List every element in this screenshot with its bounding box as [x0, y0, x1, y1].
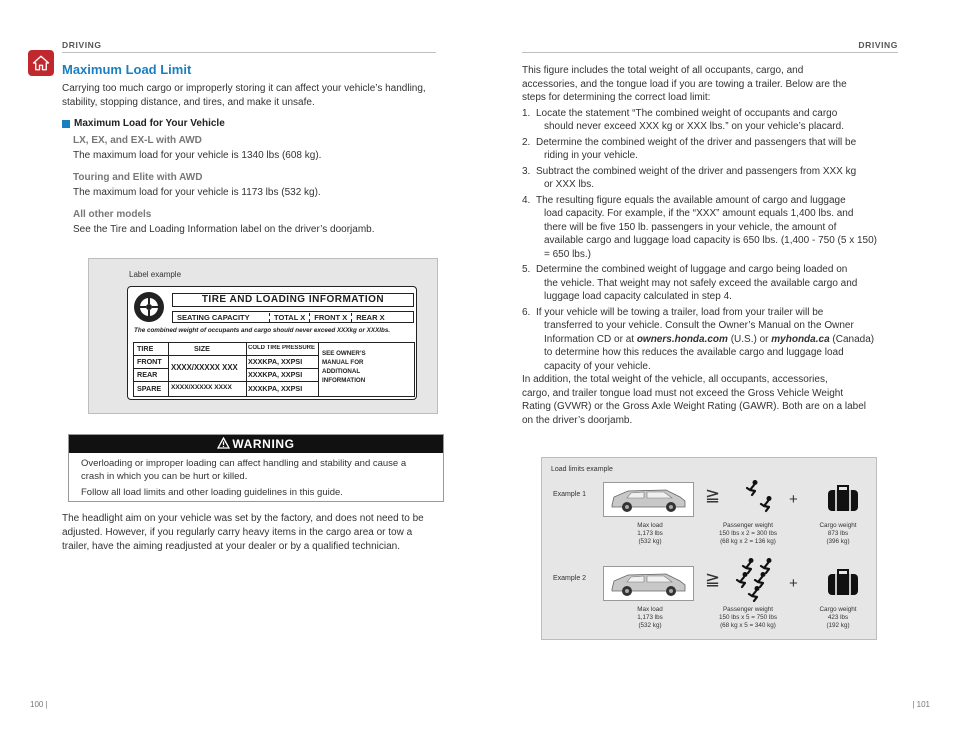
passenger-group	[732, 478, 782, 520]
example-label: Example 1	[553, 491, 587, 498]
figure-caption: Label example	[129, 270, 182, 279]
label-title: TIRE AND LOADING INFORMATION	[172, 293, 414, 307]
seated-person-icon	[747, 480, 758, 495]
subheading: Maximum Load for Your Vehicle	[62, 118, 225, 129]
suv-side-icon	[603, 482, 694, 517]
section-label: DRIVING	[858, 40, 898, 50]
page-title: Maximum Load Limit	[62, 62, 192, 77]
figure-caption: Load limits example	[551, 466, 613, 473]
load-limits-figure	[541, 457, 877, 640]
model-heading: LX, EX, and EX-L with AWD	[73, 135, 202, 146]
model-list	[73, 135, 443, 237]
model-text: The maximum load for your vehicle is 1340 lbs (608 kg).	[73, 150, 322, 161]
intro-paragraph: Carrying too much cargo or improperly storing it can affect your vehicle’s handling, stability, stopping distance, and tires, and make it unsafe.	[62, 83, 426, 108]
header-divider	[522, 52, 898, 53]
seated-person-icon	[761, 558, 772, 573]
step-item: 2. Determine the combined weight of the driver and passengers that will be riding in your vehicle.	[522, 136, 857, 161]
section-label: DRIVING	[62, 40, 102, 50]
suv-side-icon	[603, 566, 694, 601]
model-heading: All other models	[73, 209, 152, 220]
combined-weight-statement: The combined weight of occupants and cargo should never exceed XXXkg or XXXlbs.	[134, 327, 391, 334]
seated-person-icon	[755, 572, 766, 587]
warning-triangle-icon	[217, 437, 230, 449]
step-item: 4. The resulting figure equals the available amount of cargo and luggage load capacity. For example, if the “XXX” amount equals 1,400 lbs. and there will be five 150 lb. passengers in your vehicle, the amount of available cargo and luggage load capacity is 650 lbs. (1,400 - 750 (5 x 150) = 650 lbs.)	[522, 194, 877, 260]
owners-link[interactable]: owners.honda.com	[636, 333, 728, 345]
label-example-figure	[88, 258, 438, 414]
header-divider	[62, 52, 436, 53]
step-item: 1. Locate the statement “The combined weight of occupants and cargo should never exceed XXX kg or XXX lbs.” on your vehicle’s placard.	[522, 107, 844, 132]
warning-text: Overloading or improper loading can affect handling and stability and cause a crash in which you can be hurt or killed. Follow all load limits and other loading guidelines in this guide.	[81, 458, 407, 498]
page-number: | 101	[912, 700, 930, 709]
model-text: See the Tire and Loading Information label on the driver’s doorjamb.	[73, 224, 375, 235]
load-limit-steps: This figure includes the total weight of all occupants, cargo, and accessories, and the tongue load if you are towing a trailer. Below are the steps for determining the correct load limit: 1. Locate the statement “The combined weight of occupants and cargo should never exceed XXX kg or XXX lbs.” on your vehicle’s placard. 2. Determine the combined weight of the driver and passengers that will be riding in your vehicle. 3. Subtract the combined weight of the driver and passengers from XXX kg or XXX lbs. 4. The resulting figure equals the available amount of cargo and luggage load capacity. For example, if the “XXX” amount equals 1,400 lbs. and there will be five 150 lb. passengers in your vehicle, the amount of available cargo and luggage load capacity is 650 lbs. (1,400 - 750 (5 x 150) = 650 lbs.) 5. Determine the combined weight of luggage and cargo being loaded on the vehicle. That weight may not safely exceed the available cargo and luggage load capacity calculated in step 4. 6. If your vehicle will be towing a trailer, load from your trailer will be transferred to your vehicle. Consult the Owner’s Manual on the Owner Information CD or at owners.honda.com (U.S.) or myhonda.ca (Canada) to determine how this reduces the available cargo and luggage load capacity of your vehicle. In addition, the total weight of the vehicle, all occupants, accessories, cargo, and trailer tongue load must not exceed the Gross Vehicle Weight Rating (GVWR) or the Gross Axle Weight Rating (GAWR). Both are on a label on the driver’s doorjamb.	[522, 64, 902, 427]
seated-person-icon	[737, 572, 748, 587]
step-item: 6. If your vehicle will be towing a trailer, load from your trailer will be transferred to your vehicle. Consult the Owner’s Manual on the Owner Information CD or at owners.honda.com (U.S.) or myhonda.ca (Canada) to determine how this reduces the available cargo and luggage load capacity of your vehicle.	[522, 306, 875, 372]
cargo-weight-text: Cargo weight 423 lbs (192 kg)	[819, 606, 857, 629]
tire-wheel-icon	[133, 291, 165, 323]
plus-symbol: +	[789, 575, 798, 592]
seated-person-icon	[749, 586, 760, 601]
myhonda-link[interactable]: myhonda.ca	[771, 333, 830, 345]
luggage-icon	[827, 484, 859, 512]
greater-or-equal-symbol: ≧	[705, 485, 721, 505]
bullet-square	[62, 120, 70, 128]
model-text: The maximum load for your vehicle is 1173 lbs (532 kg).	[73, 187, 321, 198]
max-load-text: Max load 1,173 lbs (532 kg)	[637, 606, 663, 629]
seating-capacity-row: SEATING CAPACITY TOTAL X FRONT X REAR X	[172, 311, 414, 323]
step-item: 5. Determine the combined weight of luggage and cargo being loaded on the vehicle. That weight may not safely exceed the available cargo and luggage load capacity calculated in step 4.	[522, 264, 858, 302]
table-header: TIRE SIZE COLD TIRE PRESSURE	[137, 344, 316, 353]
greater-or-equal-symbol: ≧	[705, 569, 721, 589]
tire-pressure-table: TIRE SIZE COLD TIRE PRESSURE FRONT XXXKPA, XXPSI XXXX/XXXXX XXX REAR XXXKPA, XXPSI SPARE XXXX/XXXXX XXXX XXXKPA, XXPSI SEE OWNER’S MANUAL FOR ADDITIONAL INFORMATION	[133, 342, 415, 397]
tire-loading-label	[127, 286, 417, 400]
passenger-weight-text: Passenger weight 150 lbs x 5 = 750 lbs (68 kg x 5 = 340 kg)	[719, 606, 777, 629]
passenger-weight-text: Passenger weight 150 lbs x 2 = 300 lbs (68 kg x 2 = 136 kg)	[719, 522, 777, 545]
headlight-paragraph: The headlight aim on your vehicle was set by the factory, and does not need to be adjusted. However, if you regularly carry heavy items in the cargo area or tow a trailer, have the aiming readjusted at your dealer or by a qualified technician.	[62, 513, 424, 552]
home-button[interactable]	[28, 50, 54, 76]
seated-person-icon	[743, 558, 754, 573]
passenger-group	[732, 556, 782, 602]
home-icon	[32, 54, 50, 72]
max-load-text: Max load 1,173 lbs (532 kg)	[637, 522, 663, 545]
warning-box	[68, 434, 444, 502]
cargo-weight-text: Cargo weight 873 lbs (396 kg)	[819, 522, 857, 545]
page-number: 100 |	[30, 700, 48, 709]
warning-header: WARNING	[69, 435, 443, 453]
see-owners-manual-note: SEE OWNER’S MANUAL FOR ADDITIONAL INFORMATION	[322, 350, 366, 384]
model-heading: Touring and Elite with AWD	[73, 172, 203, 183]
seated-person-icon	[761, 496, 772, 511]
example-label: Example 2	[553, 575, 587, 582]
step-item: 3. Subtract the combined weight of the driver and passengers from XXX kg or XXX lbs.	[522, 165, 857, 190]
luggage-icon	[827, 568, 859, 596]
plus-symbol: +	[789, 491, 798, 508]
